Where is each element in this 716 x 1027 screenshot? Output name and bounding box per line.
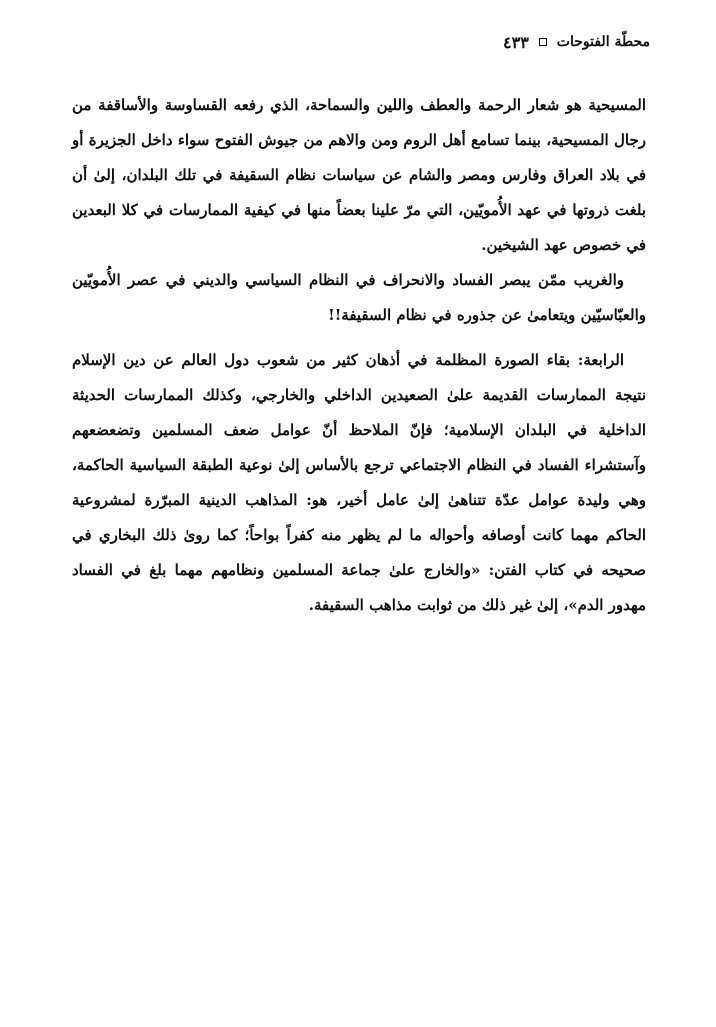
running-header bbox=[66, 30, 650, 54]
header-book-title: محطّة الفتوحات bbox=[556, 34, 650, 50]
square-separator-icon bbox=[539, 38, 547, 46]
paragraph-1: المسيحية هو شعار الرحمة والعطف واللين والسماحة، الذي رفعه القساوسة والأساقفة من رجال المسيحية، بينما تسامع أهل الروم ومن والاهم من جيوش الفتوح سواء داخل الجزيرة أو في بلاد العراق وفارس ومصر والشام عن سياسات نظام السقيفة في تلك البلدان، إلىٰ أن بلغت ذروتها في عهد الأُمويّين، التي مرّ علينا بعضاً منها في كيفية الممارسات في كلا البعدين في خصوص عهد الشيخين. bbox=[72, 96, 646, 254]
paragraph-2: والغريب ممّن يبصر الفساد والانحراف في النظام السياسي والديني في عصر الأُمويّين والعبّاسيّين ويتعامىٰ عن جذوره في نظام السقيفة!! bbox=[72, 271, 646, 324]
page-number: ٤٣٣ bbox=[503, 32, 529, 52]
paragraph-3: الرابعة: بقاء الصورة المظلمة في أذهان كثير من شعوب دول العالم عن دين الإسلام نتيجة الممارسات القديمة علىٰ الصعيدين الداخلي والخارجي، وكذلك الممارسات الحديثة الداخلية في البلدان الإسلامية؛ فإنّ الملاحظ أنّ عوامل ضعف المسلمين وتضعضعهم وآستشراء الفساد في النظام الاجتماعي ترجع بالأساس إلىٰ نوعية الطبقة السياسية الحاكمة، وهي وليدة عوامل عدّة تتناهىٰ إلىٰ عامل أخير، هو: المذاهب الدينية المبرّرة لمشروعية الحاكم مهما كانت أوصافه وأحواله ما لم يظهر منه كفراً بواحاً؛ كما روىٰ ذلك البخاري في صحيحه في كتاب الفتن: «والخارج علىٰ جماعة المسلمين ونظامهم مهما بلغ في الفساد مهدور الدم»، إلىٰ غير ذلك من ثوابت مذاهب السقيفة. bbox=[72, 351, 646, 614]
page-body bbox=[72, 88, 646, 623]
